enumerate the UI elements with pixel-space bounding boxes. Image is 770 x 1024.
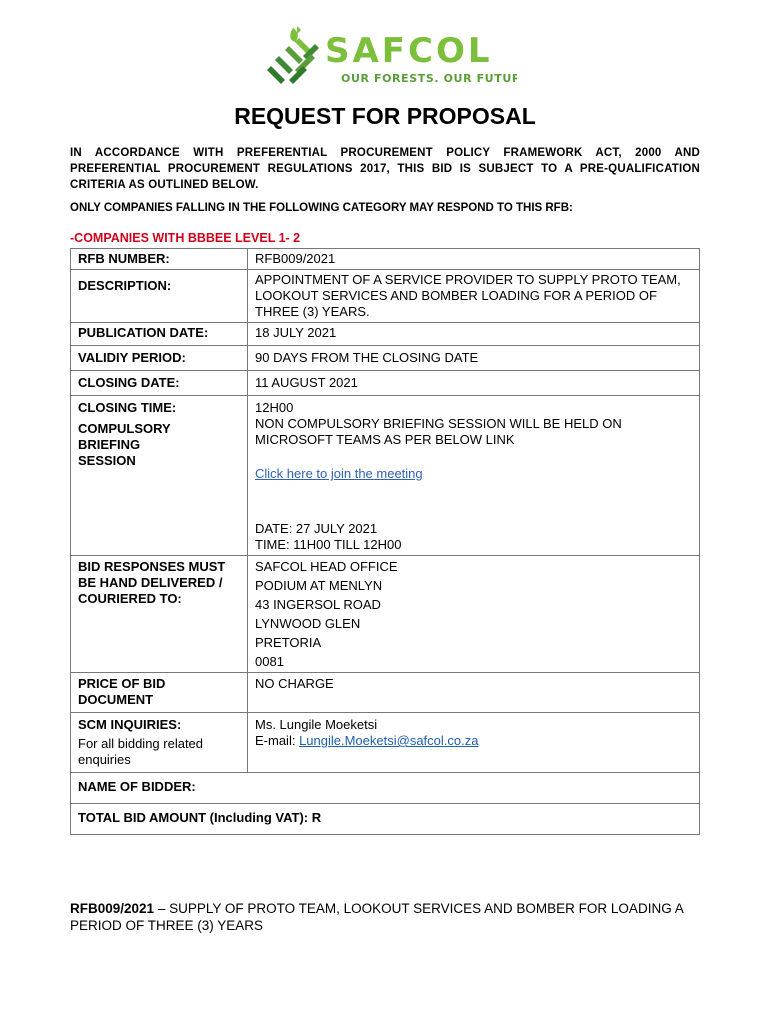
safcol-leaf-mark-icon bbox=[255, 22, 517, 88]
briefing-time: TIME: 11H00 TILL 12H00 bbox=[255, 537, 402, 552]
footer-text: – SUPPLY OF PROTO TEAM, LOOKOUT SERVICES AND BOMBER FOR LOADING A PERIOD OF THREE (3) YEARS bbox=[70, 901, 683, 933]
address-line: 43 INGERSOL ROAD bbox=[255, 597, 381, 612]
rfb-number-label: RFB NUMBER: bbox=[71, 249, 248, 270]
table-row bbox=[71, 804, 700, 835]
rfb-number-value: RFB009/2021 bbox=[248, 249, 700, 270]
eligible-category: -COMPANIES WITH BBBEE LEVEL 1- 2 bbox=[70, 231, 301, 245]
scm-label-cell bbox=[71, 713, 248, 773]
footer-reference bbox=[70, 900, 690, 934]
briefing-session-label: COMPULSORY BRIEFING SESSION bbox=[78, 421, 171, 468]
closing-time-label-text: CLOSING TIME: bbox=[78, 400, 177, 415]
table-row bbox=[71, 396, 700, 556]
scm-contact-cell bbox=[248, 713, 700, 773]
table-row bbox=[71, 673, 700, 713]
logo-tagline-text: OUR FORESTS. OUR FUTURE. bbox=[341, 72, 517, 85]
price-value: NO CHARGE bbox=[248, 673, 700, 713]
table-row bbox=[71, 371, 700, 396]
address-line: PRETORIA bbox=[255, 635, 322, 650]
scm-contact-name: Ms. Lungile Moeketsi bbox=[255, 717, 378, 732]
scm-email-row bbox=[255, 733, 692, 749]
rfp-details-table bbox=[70, 248, 700, 835]
publication-date-label: PUBLICATION DATE: bbox=[71, 323, 248, 346]
footer-rfb-number: RFB009/2021 bbox=[70, 901, 155, 916]
closing-date-label: CLOSING DATE: bbox=[71, 371, 248, 396]
publication-date-value: 18 JULY 2021 bbox=[248, 323, 700, 346]
scm-email-prefix: E-mail: bbox=[255, 733, 300, 748]
scm-sublabel: For all bidding related enquiries bbox=[78, 736, 204, 767]
eligibility-statement: ONLY COMPANIES FALLING IN THE FOLLOWING CATEGORY MAY RESPOND TO THIS RFB: bbox=[70, 202, 573, 214]
address-line: LYNWOOD GLEN bbox=[255, 616, 361, 631]
closing-date-value: 11 AUGUST 2021 bbox=[248, 371, 700, 396]
table-row bbox=[71, 346, 700, 371]
address-line: SAFCOL HEAD OFFICE bbox=[255, 559, 398, 574]
briefing-description: NON COMPULSORY BRIEFING SESSION WILL BE HELD ON MICROSOFT TEAMS AS PER BELOW LINK bbox=[255, 416, 622, 447]
briefing-date: DATE: 27 JULY 2021 bbox=[255, 521, 378, 536]
table-row bbox=[71, 713, 700, 773]
description-value: APPOINTMENT OF A SERVICE PROVIDER TO SUPPLY PROTO TEAM, LOOKOUT SERVICES AND BOMBER LOADING FOR A PERIOD OF THREE (3) YEARS. bbox=[248, 270, 700, 323]
closing-time-value: 12H00 bbox=[255, 400, 294, 415]
briefing-cell bbox=[248, 396, 700, 556]
validity-period-value: 90 DAYS FROM THE CLOSING DATE bbox=[248, 346, 700, 371]
validity-period-label: VALIDIY PERIOD: bbox=[71, 346, 248, 371]
table-row bbox=[71, 249, 700, 270]
table-row bbox=[71, 773, 700, 804]
join-meeting-link[interactable] bbox=[255, 466, 692, 482]
address-line: 0081 bbox=[255, 654, 284, 669]
table-row bbox=[71, 270, 700, 323]
delivery-address bbox=[248, 556, 700, 673]
safcol-logo bbox=[255, 22, 517, 88]
scm-label: SCM INQUIRIES: bbox=[78, 717, 182, 732]
description-label: DESCRIPTION: bbox=[71, 270, 248, 323]
join-meeting-link-text[interactable]: Click here to join the meeting bbox=[255, 466, 423, 481]
closing-time-label bbox=[71, 396, 248, 556]
total-bid-amount-label: TOTAL BID AMOUNT (Including VAT): R bbox=[71, 804, 700, 835]
table-row bbox=[71, 556, 700, 673]
table-row bbox=[71, 323, 700, 346]
name-of-bidder-label: NAME OF BIDDER: bbox=[71, 773, 700, 804]
intro-paragraph: IN ACCORDANCE WITH PREFERENTIAL PROCUREMENT POLICY FRAMEWORK ACT, 2000 AND PREFERENTIAL PROCUREMENT REGULATIONS 2017, THIS BID IS SUBJECT TO A PRE-QUALIFICATION CRITERIA AS OUTLINED BELOW. bbox=[70, 147, 700, 191]
page-title: REQUEST FOR PROPOSAL bbox=[234, 103, 536, 129]
address-line: PODIUM AT MENLYN bbox=[255, 578, 383, 593]
bid-responses-label: BID RESPONSES MUST BE HAND DELIVERED / COURIERED TO: bbox=[71, 556, 248, 673]
price-label: PRICE OF BID DOCUMENT bbox=[71, 673, 248, 713]
logo-brand-text: SAFCOL bbox=[325, 31, 493, 71]
scm-email-link[interactable]: Lungile.Moeketsi@safcol.co.za bbox=[299, 733, 479, 748]
